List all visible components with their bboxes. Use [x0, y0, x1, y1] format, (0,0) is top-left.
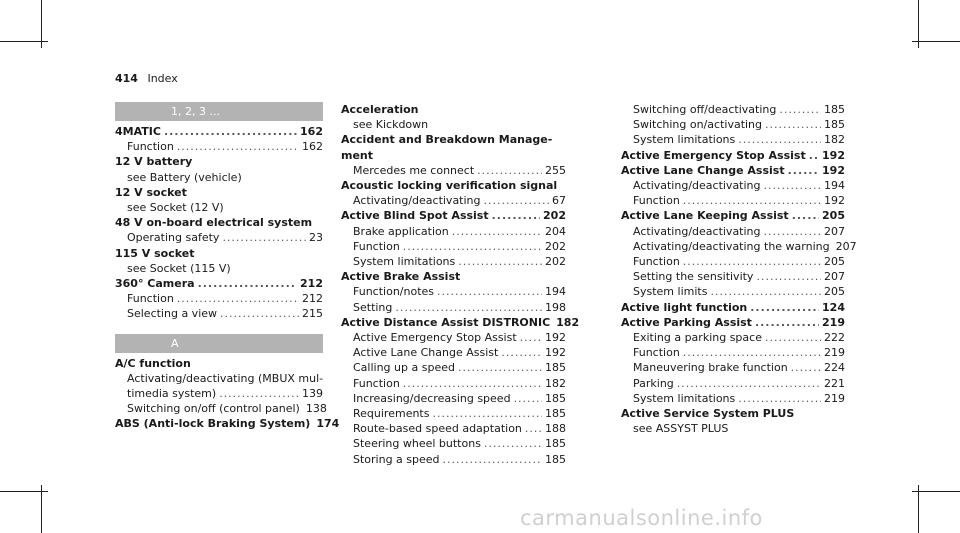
- index-subentry[interactable]: [621, 254, 845, 269]
- crop-mark: [41, 485, 42, 533]
- index-subentry: see Kickdown: [353, 118, 429, 132]
- dot-leader: [443, 452, 542, 467]
- entry-label: Function: [633, 255, 680, 269]
- page-reference[interactable]: 207: [835, 239, 857, 253]
- page-reference[interactable]: 219: [822, 315, 845, 329]
- page-reference[interactable]: 204: [545, 224, 566, 238]
- index-subentry: see Socket (115 V): [127, 261, 231, 275]
- index-entry[interactable]: [115, 124, 323, 139]
- page-reference[interactable]: 185: [545, 361, 566, 375]
- index-subentry[interactable]: [621, 132, 845, 147]
- page-reference[interactable]: 188: [545, 422, 566, 436]
- index-entry[interactable]: [621, 315, 845, 330]
- entry-label: 360° Camera: [115, 277, 195, 291]
- index-subentry[interactable]: [341, 163, 566, 178]
- page-reference[interactable]: 192: [822, 148, 845, 162]
- entry-label: Function: [633, 194, 680, 208]
- dot-leader: [755, 315, 819, 330]
- index-subentry[interactable]: [341, 421, 566, 436]
- dot-leader: [738, 132, 821, 147]
- page-reference[interactable]: 212: [300, 277, 323, 291]
- index-subentry[interactable]: [341, 391, 566, 406]
- dot-leader: [683, 193, 821, 208]
- entry-label: Active light function: [621, 300, 748, 314]
- dot-leader: [222, 230, 306, 245]
- page-reference[interactable]: 124: [822, 300, 845, 314]
- index-entry[interactable]: [621, 163, 845, 178]
- entry-label: Operating safety: [127, 231, 220, 245]
- section-title: Index: [147, 72, 178, 85]
- entry-label: Activating/deactivating: [633, 179, 761, 193]
- crop-mark: [912, 491, 960, 492]
- page-reference[interactable]: 192: [545, 331, 566, 345]
- dot-leader: [484, 436, 542, 451]
- entry-label: Storing a speed: [353, 452, 440, 466]
- index-subentry[interactable]: [621, 284, 845, 299]
- page-reference[interactable]: 202: [545, 239, 566, 253]
- entry-label: Switching on/activating: [633, 118, 763, 132]
- page-reference[interactable]: 67: [552, 194, 566, 208]
- page-reference[interactable]: 185: [545, 452, 566, 466]
- entry-label: Function: [353, 376, 400, 390]
- index-subentry[interactable]: [621, 330, 845, 345]
- entry-label: Setting the sensitivity: [633, 270, 754, 284]
- entry-label: Function: [127, 292, 174, 306]
- entry-label: Increasing/decreasing speed: [353, 391, 511, 405]
- index-subentry[interactable]: [341, 452, 566, 467]
- crop-mark: [0, 491, 48, 492]
- dot-leader: [765, 117, 821, 132]
- page-reference[interactable]: 255: [545, 163, 566, 177]
- index-entry: 12 V battery: [115, 155, 193, 169]
- entry-label: Active Lane Change Assist: [353, 346, 499, 360]
- dot-leader: [437, 284, 542, 299]
- entry-label: Active Emergency Stop Assist: [621, 148, 806, 162]
- dot-leader: [403, 376, 542, 391]
- dot-leader: [765, 330, 821, 345]
- entry-label: Mercedes me connect: [353, 163, 475, 177]
- page-reference[interactable]: 138: [305, 402, 327, 416]
- dot-leader: [484, 193, 549, 208]
- entry-label: ABS (Anti-lock Braking System): [115, 417, 311, 431]
- index-subentry[interactable]: [621, 193, 845, 208]
- index-entry[interactable]: [621, 148, 845, 163]
- crop-mark: [918, 485, 919, 533]
- entry-label: System limitations: [633, 133, 736, 147]
- dot-leader: [458, 254, 542, 269]
- page-reference[interactable]: 194: [824, 179, 845, 193]
- dot-leader: [177, 291, 299, 306]
- index-subentry[interactable]: [621, 117, 845, 132]
- section-heading: A: [115, 334, 323, 353]
- page-reference[interactable]: 182: [824, 133, 845, 147]
- index-column-2: [341, 102, 580, 467]
- page-reference[interactable]: 182: [556, 315, 580, 329]
- index-subentry[interactable]: [341, 239, 566, 254]
- page-reference[interactable]: 192: [545, 346, 566, 360]
- dot-leader: [220, 306, 299, 321]
- index-subentry[interactable]: [341, 193, 566, 208]
- index-entry: Acoustic locking verification signal: [341, 179, 558, 193]
- page-reference[interactable]: 202: [545, 255, 566, 269]
- dot-leader: [764, 224, 821, 239]
- page-reference[interactable]: 139: [302, 387, 323, 401]
- index-entry[interactable]: [341, 315, 580, 330]
- entry-label: Activating/deactivating: [633, 224, 761, 238]
- entry-label: Active Blind Spot Assist: [341, 209, 489, 223]
- index-subentry[interactable]: [115, 306, 323, 321]
- page-reference[interactable]: 202: [543, 209, 566, 223]
- index-entry: A/C function: [115, 356, 191, 370]
- dot-leader: [177, 139, 299, 154]
- entry-label: Function: [633, 346, 680, 360]
- entry-label: Function: [353, 239, 400, 253]
- index-subentry[interactable]: [341, 300, 566, 315]
- page-reference[interactable]: 192: [824, 194, 845, 208]
- index-subentry: see Battery (vehicle): [127, 170, 242, 184]
- dot-leader: [501, 345, 542, 360]
- index-subentry[interactable]: [115, 230, 323, 245]
- index-subentry[interactable]: [341, 360, 566, 375]
- entry-label: Parking: [633, 376, 674, 390]
- dot-leader: [525, 421, 542, 436]
- entry-label: Active Distance Assist DISTRONIC: [341, 315, 551, 329]
- dot-leader: [738, 391, 821, 406]
- dot-leader: [198, 276, 297, 291]
- entry-label: Activating/deactivating: [353, 194, 481, 208]
- page-reference[interactable]: 185: [824, 118, 845, 132]
- index-entry[interactable]: [115, 416, 340, 431]
- entry-label: 4MATIC: [115, 125, 161, 138]
- index-entry: 115 V socket: [115, 246, 195, 260]
- index-entry[interactable]: [621, 208, 845, 223]
- dot-leader: [477, 163, 542, 178]
- page-reference[interactable]: 207: [824, 224, 845, 238]
- entry-label: Maneuvering brake function: [633, 361, 788, 375]
- entry-label: Active Parking Assist: [621, 315, 752, 329]
- index-subentry[interactable]: [341, 254, 566, 269]
- page-reference[interactable]: 185: [824, 103, 845, 116]
- index-entry: ment: [341, 148, 374, 162]
- index-subentry[interactable]: [621, 239, 857, 254]
- index-subentry: see Socket (12 V): [127, 201, 224, 215]
- entry-label: Switching off/deactivating: [633, 103, 777, 116]
- dot-leader: [514, 391, 542, 406]
- dot-leader: [779, 102, 821, 117]
- index-subentry[interactable]: [621, 224, 845, 239]
- index-subentry[interactable]: [621, 391, 845, 406]
- entry-label: Active Emergency Stop Assist: [353, 331, 517, 345]
- entry-label: System limitations: [633, 391, 736, 405]
- index-subentry[interactable]: [621, 269, 845, 284]
- dot-leader: [219, 386, 299, 401]
- dot-leader: [432, 406, 542, 421]
- entry-label: Requirements: [353, 407, 430, 421]
- crop-mark: [0, 41, 48, 42]
- index-subentry[interactable]: [341, 224, 566, 239]
- page-reference[interactable]: 221: [824, 376, 845, 390]
- entry-label: timedia system): [127, 387, 217, 401]
- index-entry: Accident and Breakdown Manage-: [341, 133, 553, 147]
- dot-leader: [809, 148, 819, 163]
- page-reference[interactable]: 222: [824, 331, 845, 345]
- entry-label: Function/notes: [353, 285, 435, 299]
- entry-label: Brake application: [353, 224, 449, 238]
- page-reference[interactable]: 185: [545, 437, 566, 451]
- page-reference[interactable]: 219: [824, 391, 845, 405]
- page-reference[interactable]: 219: [824, 346, 845, 360]
- index-column-3: [621, 102, 857, 436]
- index-subentry[interactable]: [621, 102, 845, 117]
- index-subentry[interactable]: [341, 284, 566, 299]
- index-subentry[interactable]: [341, 376, 566, 391]
- index-subentry[interactable]: [621, 345, 845, 360]
- dot-leader: [791, 360, 821, 375]
- entry-label: Function: [127, 140, 174, 154]
- index-subentry[interactable]: [621, 360, 845, 375]
- page-reference[interactable]: 205: [824, 285, 845, 299]
- index-entry: Active Service System PLUS: [621, 407, 795, 421]
- page-reference[interactable]: 205: [822, 209, 845, 223]
- index-subentry[interactable]: [341, 330, 566, 345]
- index-subentry[interactable]: [621, 178, 845, 193]
- entry-label: System limitations: [353, 255, 456, 269]
- section-heading: 1, 2, 3 ...: [115, 102, 323, 121]
- page-reference[interactable]: 224: [824, 361, 845, 375]
- crop-mark: [912, 41, 960, 42]
- dot-leader: [683, 254, 821, 269]
- dot-leader: [520, 330, 542, 345]
- entry-label: Route-based speed adaptation: [353, 422, 522, 436]
- page-reference[interactable]: 198: [545, 300, 566, 314]
- watermark: carmanualsonline.info: [520, 506, 763, 530]
- dot-leader: [764, 178, 821, 193]
- page-reference[interactable]: 182: [545, 376, 566, 390]
- page-reference[interactable]: 212: [302, 292, 323, 306]
- index-subentry[interactable]: [341, 406, 566, 421]
- dot-leader: [164, 124, 297, 139]
- index-entry: 12 V socket: [115, 185, 187, 199]
- dot-leader: [792, 208, 819, 223]
- index-subentry[interactable]: [621, 376, 845, 391]
- dot-leader: [458, 360, 542, 375]
- page-reference[interactable]: 205: [824, 255, 845, 269]
- dot-leader: [395, 300, 542, 315]
- page-header: [115, 72, 178, 85]
- page-reference[interactable]: 23: [309, 231, 323, 245]
- index-entry: Acceleration: [341, 103, 419, 116]
- page-reference[interactable]: 185: [545, 407, 566, 421]
- entry-label: Selecting a view: [127, 307, 218, 321]
- index-subentry[interactable]: [115, 401, 327, 416]
- dot-leader: [492, 208, 540, 223]
- entry-label: Exiting a parking space: [633, 331, 762, 345]
- entry-label: System limits: [633, 285, 708, 299]
- page-reference[interactable]: 162: [302, 140, 323, 154]
- page-reference[interactable]: 162: [300, 125, 323, 138]
- index-subentry[interactable]: [341, 345, 566, 360]
- entry-label: Activating/deactivating the warning: [633, 239, 830, 253]
- entry-label: Steering wheel buttons: [353, 437, 481, 451]
- dot-leader: [403, 239, 542, 254]
- dot-leader: [788, 163, 819, 178]
- page-reference[interactable]: 207: [824, 270, 845, 284]
- page-reference[interactable]: 185: [545, 391, 566, 405]
- index-entry[interactable]: [621, 300, 845, 315]
- index-subentry: see ASSYST PLUS: [633, 422, 729, 436]
- dot-leader: [452, 224, 542, 239]
- entry-label: Switching on/off (control panel): [127, 402, 300, 416]
- dot-leader: [750, 300, 819, 315]
- page-reference[interactable]: 174: [316, 417, 340, 431]
- index-subentry[interactable]: [115, 386, 323, 401]
- entry-label: Active Lane Keeping Assist: [621, 209, 789, 223]
- dot-leader: [756, 269, 821, 284]
- index-subentry[interactable]: [115, 291, 323, 306]
- page-reference[interactable]: 215: [302, 307, 323, 321]
- index-entry[interactable]: [115, 276, 323, 291]
- index-subentry[interactable]: [341, 436, 566, 451]
- page-number: 414: [115, 72, 138, 85]
- dot-leader: [677, 376, 821, 391]
- page-reference[interactable]: 194: [545, 285, 566, 299]
- dot-leader: [683, 345, 821, 360]
- index-entry[interactable]: [341, 208, 566, 223]
- index-entry: Active Brake Assist: [341, 270, 461, 284]
- index-column-1: [115, 102, 340, 432]
- index-subentry[interactable]: [115, 139, 323, 154]
- entry-label: Setting: [353, 300, 393, 314]
- dot-leader: [710, 284, 821, 299]
- index-entry: 48 V on-board electrical system: [115, 216, 313, 230]
- page-reference[interactable]: 192: [822, 163, 845, 177]
- entry-label: Active Lane Change Assist: [621, 163, 785, 177]
- entry-label: Calling up a speed: [353, 361, 455, 375]
- index-subentry: Activating/deactivating (MBUX mul-: [127, 371, 324, 385]
